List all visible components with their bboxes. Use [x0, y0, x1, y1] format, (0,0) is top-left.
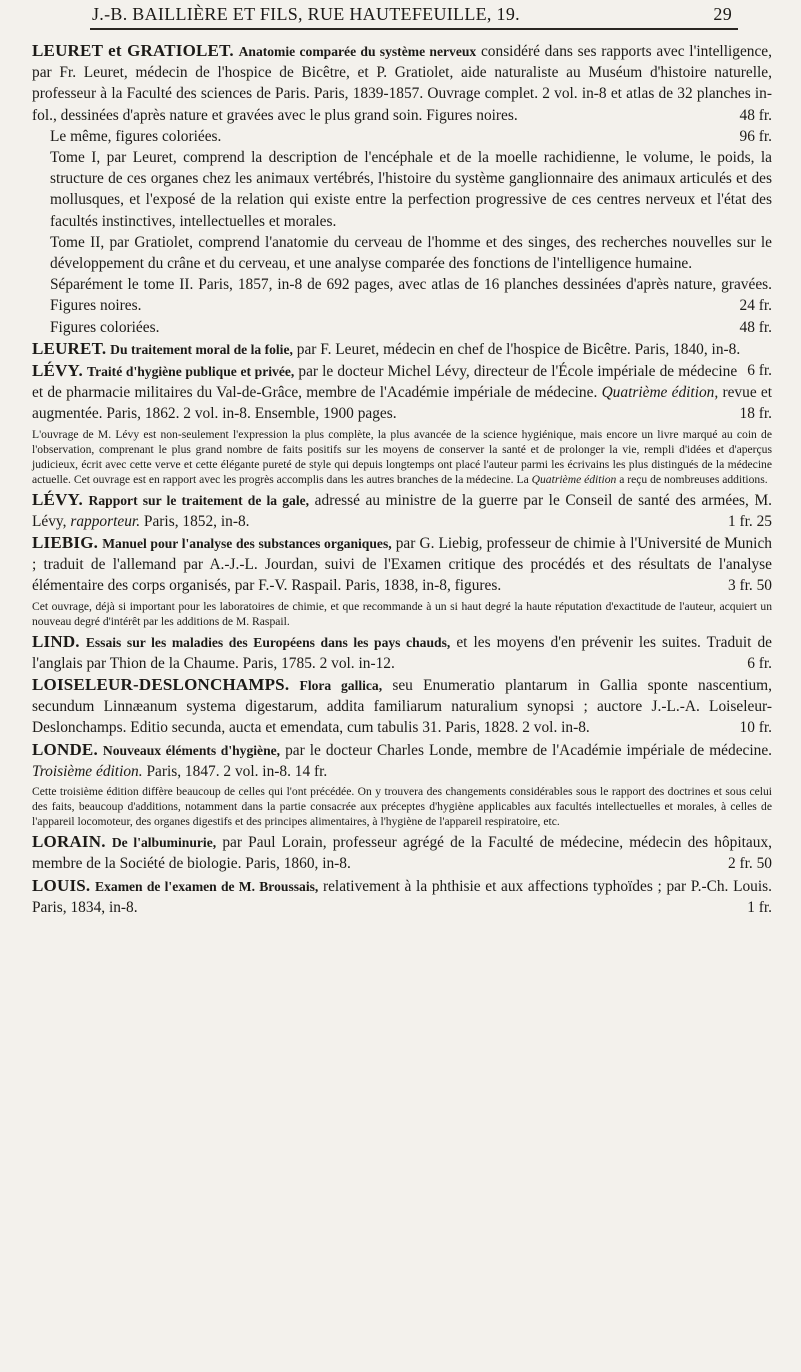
entry-title: Anatomie comparée du système nerveux — [238, 44, 477, 59]
running-head — [92, 2, 732, 26]
catalog-entry — [32, 532, 772, 629]
catalog-entry — [32, 489, 772, 532]
entry-price: 48 fr. — [739, 318, 772, 336]
entry-price: 6 fr. — [747, 362, 772, 380]
entry-author: LORAIN. — [32, 832, 106, 852]
entry-rapporteur: rapporteur. — [70, 512, 141, 530]
catalog-entry — [32, 831, 772, 874]
catalog-entries — [32, 40, 772, 918]
entry-paragraph — [32, 126, 772, 147]
entry-text: et les moyens d'en prévenir les suites. Traduit de l'anglais par Thion de la Chaume. Paris, 1785. 2 vol. in-12. — [32, 633, 772, 672]
entry-title: Du traitement moral de la folie, — [110, 341, 293, 357]
entry-text: par G. Liebig, professeur de chimie à l'Université de Munich ; traduit de l'allemand par A.-J.-L. Jourdan, suivi de l'Examen critique des procédés et des résultats de l'analyse élémentaire des corps organisés, par F.-V. Raspail. Paris, 1838, in-8, figures. — [32, 535, 772, 595]
entry-paragraph — [32, 232, 772, 274]
entry-author: LOISELEUR-DESLONCHAMPS. — [32, 675, 290, 695]
entry-paragraph — [32, 360, 772, 425]
entry-author: LEURET. — [32, 338, 107, 358]
entry-price: 18 fr. — [739, 405, 772, 423]
entry-text: Figures coloriées. — [50, 318, 160, 336]
catalog-entry — [32, 631, 772, 674]
entry-title: Nouveaux éléments d'hygiène, — [102, 742, 281, 758]
entry-author: LÉVY. — [32, 361, 83, 381]
entry-price: 2 fr. 50 — [727, 855, 772, 873]
entry-title: De l'albuminurie, — [111, 835, 217, 851]
entry-paragraph — [32, 532, 772, 597]
note-text: Cette troisième édition diffère beaucoup de celles qui l'ont précédée. On y trouvera des changements considérables sous le rapport des doctrines et sous celui des faits, beaucoup d'additions, notamment dans la partie consacrée aux préceptes d'hygiène applicables aux facultés intellectuelles et morales, à celles de l'appareil locomoteur, des organes digestifs et des principes alimentaires, à l'hygiène de l'appareil respiratoire, etc. — [32, 785, 772, 829]
entry-paragraph — [32, 274, 772, 316]
entry-paragraph — [32, 674, 772, 739]
entry-author: LIND. — [32, 631, 80, 651]
entry-price: 24 fr. — [739, 297, 772, 315]
entry-title: Traité d'hygiène publique et privée, — [87, 364, 295, 380]
entry-paragraph — [32, 317, 772, 338]
entry-text: Séparément le tome II. Paris, 1857, in-8 de 692 pages, avec atlas de 16 planches dessinées d'après nature, gravées. Figures noires. — [50, 276, 772, 315]
note-edition: Quatrième édition — [531, 472, 617, 486]
entry-author: LEURET et GRATIOLET. — [32, 41, 234, 60]
entry-text: par Paul Lorain, professeur agrégé de la Faculté de médecine, médecin des hôpitaux, membre de la Société de biologie. Paris, 1860, in-8. — [32, 834, 772, 873]
catalog-entry — [32, 40, 772, 338]
catalog-entry — [32, 875, 772, 918]
entry-text: adressé au ministre de la guerre par le Conseil de santé des armées, M. Lévy, — [32, 491, 773, 530]
entry-paragraph — [32, 489, 772, 532]
entry-note — [32, 599, 772, 629]
publisher-address: J.-B. BAILLIÈRE ET FILS, RUE HAUTEFEUILLE, 19. — [92, 4, 520, 24]
entry-author: LONDE. — [32, 739, 98, 759]
entry-author: LIEBIG. — [32, 533, 99, 553]
entry-paragraph — [32, 831, 772, 874]
entry-text: considéré dans ses rapports avec l'intelligence, par Fr. Leuret, médecin de l'hospice de Bicêtre, et P. Gratiolet, aide naturaliste au Muséum d'histoire naturelle, professeur à la Faculté des sciences de Paris. Paris, 1839-1857. Ouvrage complet. 2 vol. in-8 et atlas de 32 planches in-fol., dessinées d'après nature et gravées avec le plus grand soin. Figures noires. — [32, 43, 772, 124]
entry-note — [32, 427, 772, 487]
entry-price: 1 fr. — [747, 898, 772, 916]
entry-price: 96 fr. — [739, 127, 772, 145]
entry-text: seu Enumeratio plantarum in Gallia sponte nascentium, secundum Linnæanum systema digestarum, addita familiarum naturalium synopsi ; auctore J.-L.-A. Loiseleur-Deslonchamps. Editio secunda, aucta et emendata, cum tabulis 31. Paris, 1828. 2 vol. in-8. — [32, 677, 772, 737]
catalog-entry — [32, 739, 772, 829]
entry-paragraph — [32, 875, 772, 918]
entry-paragraph — [32, 40, 772, 126]
entry-edition: Quatrième édition, — [601, 384, 719, 402]
entry-price: 1 fr. 25 — [727, 512, 772, 530]
entry-text: Le même, figures coloriées. — [50, 127, 222, 145]
entry-text: Tome I, par Leuret, comprend la description de l'encéphale et de la moelle rachidienne, le volume, le poids, la structure de ces organes chez les animaux vertébrés, l'histoire du système ganglionnaire des animaux articulés et des mollusques, et l'exposé de la relation qui existe entre la perfection progressive de ces centres nerveux et l'état des facultés instinctives, intellectuelles et morales. — [50, 149, 772, 230]
entry-title: Examen de l'examen de M. Broussais, — [95, 878, 319, 894]
entry-paragraph — [32, 631, 772, 674]
entry-text: revue et augmentée. Paris, 1862. 2 vol. in-8. Ensemble, 1900 pages. — [32, 384, 772, 423]
catalog-entry — [32, 674, 772, 739]
entry-title: Manuel pour l'analyse des substances organiques, — [102, 536, 392, 552]
entry-price: 10 fr. — [739, 719, 772, 737]
note-text: a reçu de nombreuses additions. — [619, 472, 768, 486]
entry-price: 3 fr. 50 — [727, 577, 772, 595]
entry-author: LOUIS. — [32, 875, 91, 895]
entry-paragraph — [32, 739, 772, 782]
entry-text: par le docteur Michel Lévy, directeur de l'École impériale de médecine et de pharmacie militaires du Val-de-Grâce, membre de l'Académie impériale de médecine. — [32, 363, 738, 402]
page-number: 29 — [713, 4, 732, 24]
entry-text: relativement à la phthisie et aux affections typhoïdes ; par P.-Ch. Louis. Paris, 1834, in-8. — [32, 877, 772, 916]
entry-text: Paris, 1852, in-8. — [143, 512, 250, 530]
entry-text: Paris, 1847. 2 vol. in-8. 14 fr. — [146, 762, 328, 780]
entry-text: par le docteur Charles Londe, membre de l'Académie impériale de médecine. — [285, 741, 773, 759]
entry-paragraph — [32, 147, 772, 232]
catalog-entry — [32, 360, 772, 487]
entry-author: LÉVY. — [32, 489, 83, 509]
note-text: L'ouvrage de M. Lévy est non-seulement l'expression la plus complète, la plus avancée de la science hygiénique, mais encore un livre marqué au coin de l'observation, comprenant le plus grand nombre de faits positifs sur les moyens de conserver la santé et de prolonger la vie, rempli d'idées et d'aperçus judicieux, écrit avec cette verve et cette élégante pureté de style qui depuis longtemps ont placé l'auteur parmi les écrivains les plus distingués de la médecine actuelle. Cet ouvrage est en rapport avec les progrès accomplis dans les autres branches de la médecine. La — [32, 427, 772, 486]
entry-title: Rapport sur le traitement de la gale, — [88, 492, 310, 508]
entry-price: 48 fr. — [739, 106, 772, 124]
entry-title: Essais sur les maladies des Européens dans les pays chauds, — [85, 634, 451, 650]
entry-title: Flora gallica, — [299, 678, 383, 694]
header-rule — [90, 28, 738, 30]
entry-text: par F. Leuret, médecin en chef de l'hospice de Bicêtre. Paris, 1840, in-8. — [296, 340, 741, 358]
entry-edition: Troisième édition. — [32, 762, 143, 780]
note-text: Cet ouvrage, déjà si important pour les laboratoires de chimie, et que recommande à un si haut degré la haute réputation d'exactitude de l'auteur, acquiert un nouveau degré d'intérêt par les additions de M. Raspail. — [32, 599, 772, 628]
entry-text: Tome II, par Gratiolet, comprend l'anatomie du cerveau de l'homme et des singes, des recherches nouvelles sur le développement du crâne et du cerveau, et une analyse comparée des fonctions de l'intelligence humaine. — [50, 233, 772, 273]
entry-note — [32, 784, 772, 829]
entry-price: 6 fr. — [747, 654, 772, 672]
